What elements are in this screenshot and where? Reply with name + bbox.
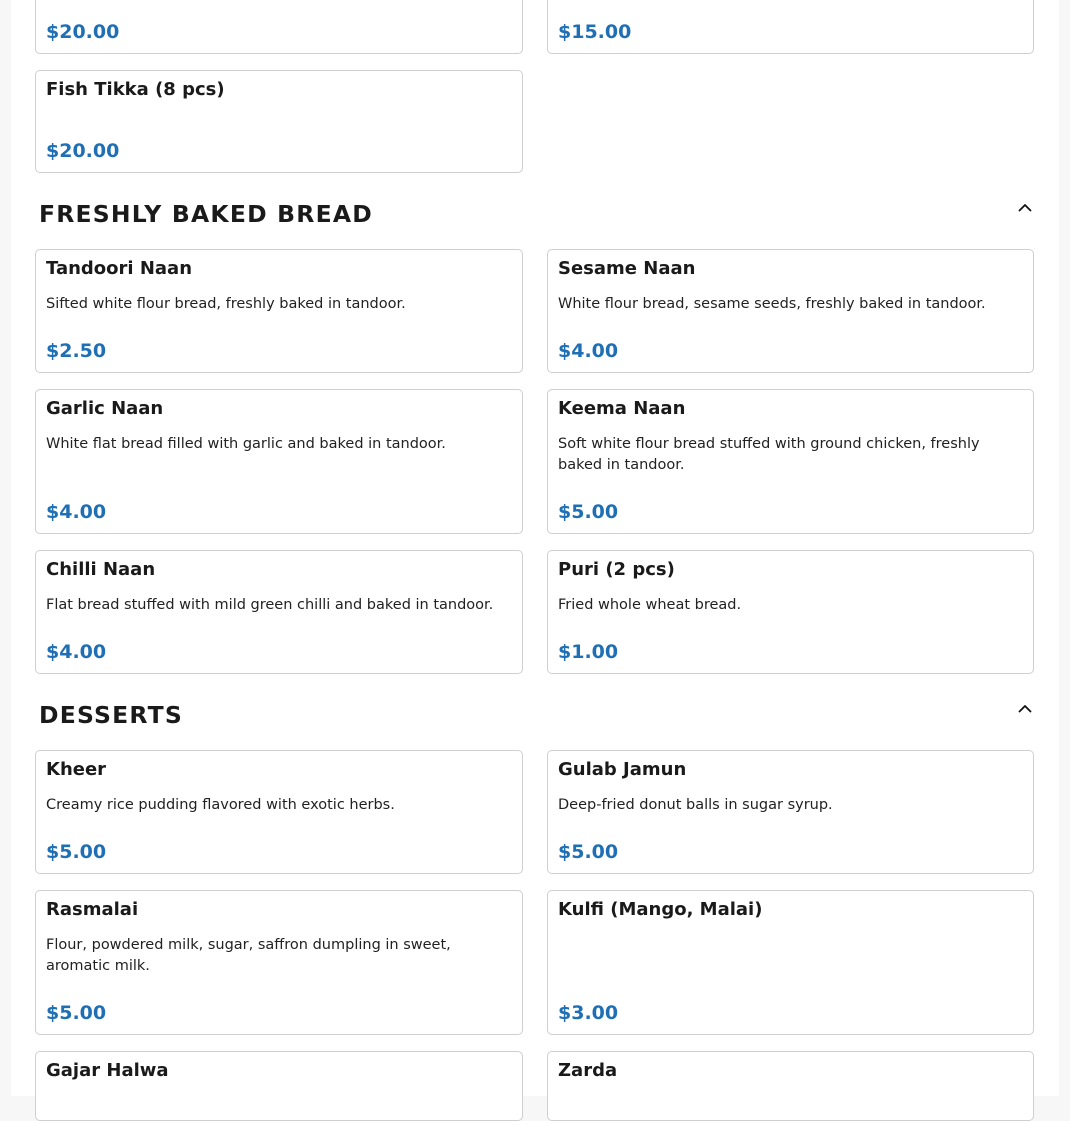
menu-item-card[interactable]: [547, 890, 1034, 1035]
item-name: Fish Tikka (8 pcs): [46, 79, 225, 100]
item-description: Flat bread stuffed with mild green chilli and baked in tandoor.: [46, 597, 494, 613]
item-description: Fried whole wheat bread.: [558, 597, 742, 613]
item-price: $4.00: [46, 501, 107, 523]
chevron-up-icon[interactable]: [1015, 698, 1035, 718]
menu-item-card[interactable]: [547, 750, 1034, 874]
item-name: Gulab Jamun: [558, 759, 687, 780]
menu-item-card[interactable]: [35, 249, 523, 373]
menu-item-card[interactable]: [35, 0, 523, 54]
item-price: $5.00: [558, 501, 619, 523]
menu-item-card[interactable]: [547, 1051, 1034, 1121]
menu-item-card[interactable]: [35, 750, 523, 874]
item-name: Rasmalai: [46, 899, 139, 920]
item-name: Keema Naan: [558, 398, 686, 419]
item-description: Deep-fried donut balls in sugar syrup.: [558, 797, 833, 813]
item-name: Puri (2 pcs): [558, 559, 675, 580]
menu-item-card[interactable]: [35, 1051, 523, 1121]
item-name: Sesame Naan: [558, 258, 696, 279]
item-price: $5.00: [46, 841, 107, 863]
item-name: Tandoori Naan: [46, 258, 193, 279]
item-price: $20.00: [46, 21, 120, 43]
item-price: $2.50: [46, 340, 107, 362]
item-description: Creamy rice pudding flavored with exotic herbs.: [46, 797, 395, 813]
item-name: Kulfi (Mango, Malai): [558, 899, 763, 920]
menu-item-card[interactable]: [547, 550, 1034, 674]
item-description: White flat bread filled with garlic and baked in tandoor.: [46, 436, 446, 452]
item-description: Flour, powdered milk, sugar, saffron dumpling in sweet, aromatic milk.: [46, 937, 451, 974]
item-name: Zarda: [558, 1060, 618, 1081]
menu-item-card[interactable]: [547, 389, 1034, 534]
item-price: $5.00: [558, 841, 619, 863]
item-description: White flour bread, sesame seeds, freshly baked in tandoor.: [558, 296, 986, 312]
item-price: $20.00: [46, 140, 120, 162]
item-name: Chilli Naan: [46, 559, 156, 580]
menu-item-card[interactable]: [35, 550, 523, 674]
chevron-up-icon[interactable]: [1015, 197, 1035, 217]
menu-item-card[interactable]: [35, 389, 523, 534]
item-description: Sifted white flour bread, freshly baked in tandoor.: [46, 296, 406, 312]
item-description: Soft white flour bread stuffed with ground chicken, freshly baked in tandoor.: [558, 436, 980, 473]
item-price: $15.00: [558, 21, 632, 43]
item-price: $4.00: [558, 340, 619, 362]
menu-item-card[interactable]: [547, 249, 1034, 373]
item-name: Kheer: [46, 759, 107, 780]
menu-item-card[interactable]: [547, 0, 1034, 54]
item-price: $1.00: [558, 641, 619, 663]
menu-item-card[interactable]: [35, 890, 523, 1035]
item-name: Garlic Naan: [46, 398, 164, 419]
item-price: $4.00: [46, 641, 107, 663]
menu-page: [11, 0, 1059, 1096]
item-price: $3.00: [558, 1002, 619, 1024]
menu-item-card[interactable]: [35, 70, 523, 173]
section-title-desserts: DESSERTS: [39, 701, 184, 729]
item-price: $5.00: [46, 1002, 107, 1024]
section-title-bread: FRESHLY BAKED BREAD: [39, 200, 373, 228]
item-name: Gajar Halwa: [46, 1060, 169, 1081]
